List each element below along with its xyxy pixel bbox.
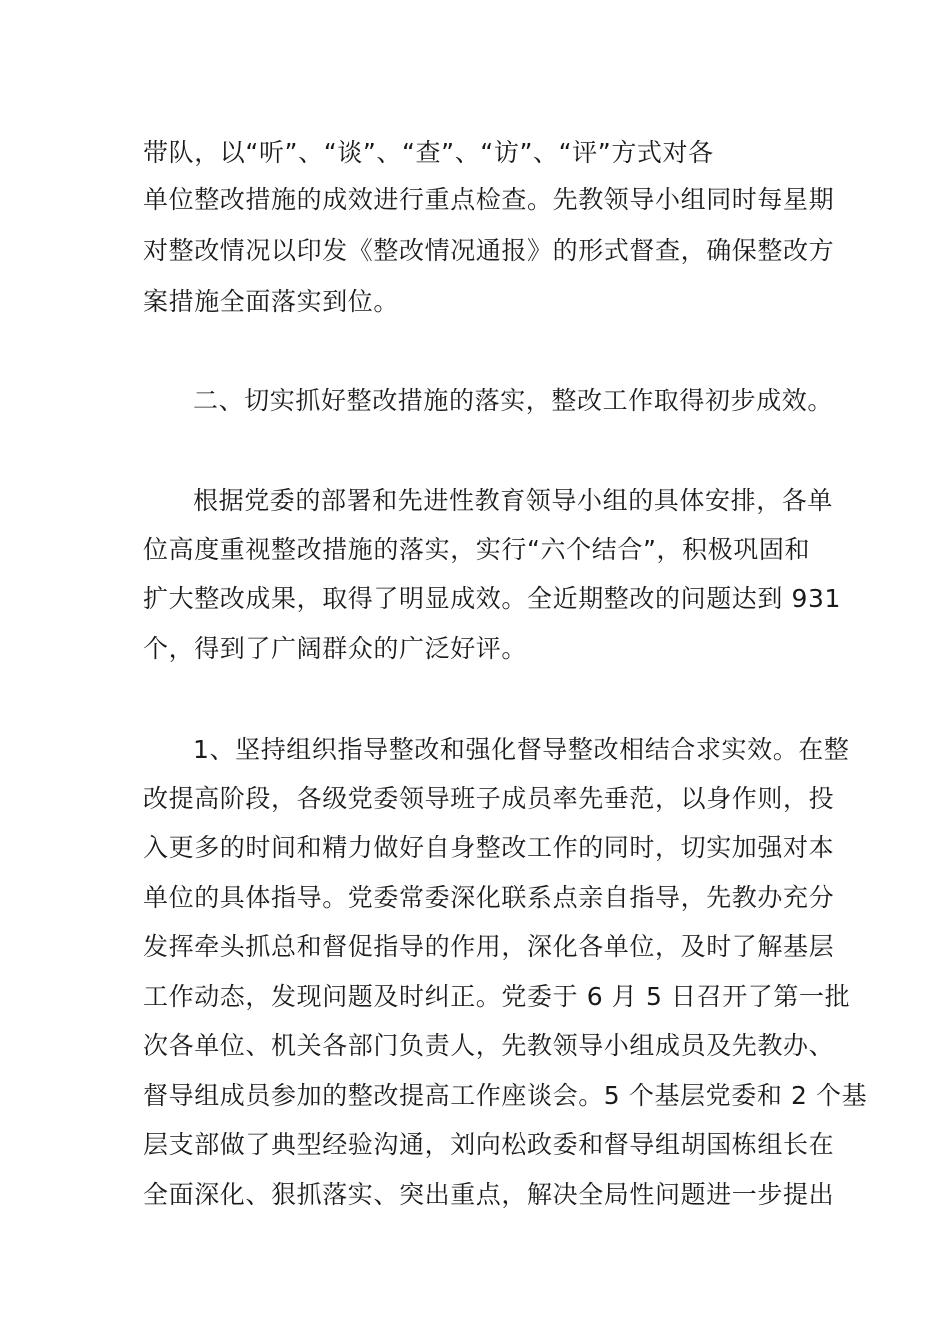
paragraph-line: 对整改情况以印发《整改情况通报》的形式督查，确保整改方	[143, 236, 835, 265]
paragraph-line: 改提高阶段，各级党委领导班子成员率先垂范，以身作则，投	[143, 784, 835, 813]
paragraph-line: 单位整改措施的成效进行重点检查。先教领导小组同时每星期	[143, 185, 835, 214]
paragraph-line: 位高度重视整改措施的落实，实行“六个结合”，积极巩固和	[143, 535, 811, 564]
paragraph-line: 次各单位、机关各部门负责人，先教领导小组成员及先教办、	[143, 1031, 835, 1060]
paragraph-line: 全面深化、狠抓落实、突出重点，解决全局性问题进一步提出	[143, 1180, 835, 1209]
paragraph-line: 工作动态，发现问题及时纠正。党委于 6 月 5 日召开了第一批	[143, 982, 851, 1011]
paragraph-line: 单位的具体指导。党委常委深化联系点亲自指导，先教办充分	[143, 883, 835, 912]
paragraph-line: 根据党委的部署和先进性教育领导小组的具体安排，各单	[193, 486, 834, 515]
paragraph-line: 发挥牵头抓总和督促指导的作用，深化各单位，及时了解基层	[143, 932, 835, 961]
paragraph-line: 案措施全面落实到位。	[143, 287, 400, 316]
section-heading: 二、切实抓好整改措施的落实，整改工作取得初步成效。	[193, 386, 834, 415]
paragraph-line: 入更多的时间和精力做好自身整改工作的同时，切实加强对本	[143, 833, 835, 862]
paragraph-line: 带队，以“听”、“谈”、“查”、“访”、“评”方式对各	[143, 138, 714, 167]
paragraph-line: 1、坚持组织指导整改和强化督导整改相结合求实效。在整	[193, 735, 850, 764]
paragraph-line: 督导组成员参加的整改提高工作座谈会。5 个基层党委和 2 个基	[143, 1081, 868, 1110]
paragraph-line: 扩大整改成果，取得了明显成效。全近期整改的问题达到 931	[143, 584, 842, 613]
paragraph-line: 层支部做了典型经验沟通，刘向松政委和督导组胡国栋组长在	[143, 1130, 835, 1159]
paragraph-line: 个，得到了广阔群众的广泛好评。	[143, 634, 528, 663]
